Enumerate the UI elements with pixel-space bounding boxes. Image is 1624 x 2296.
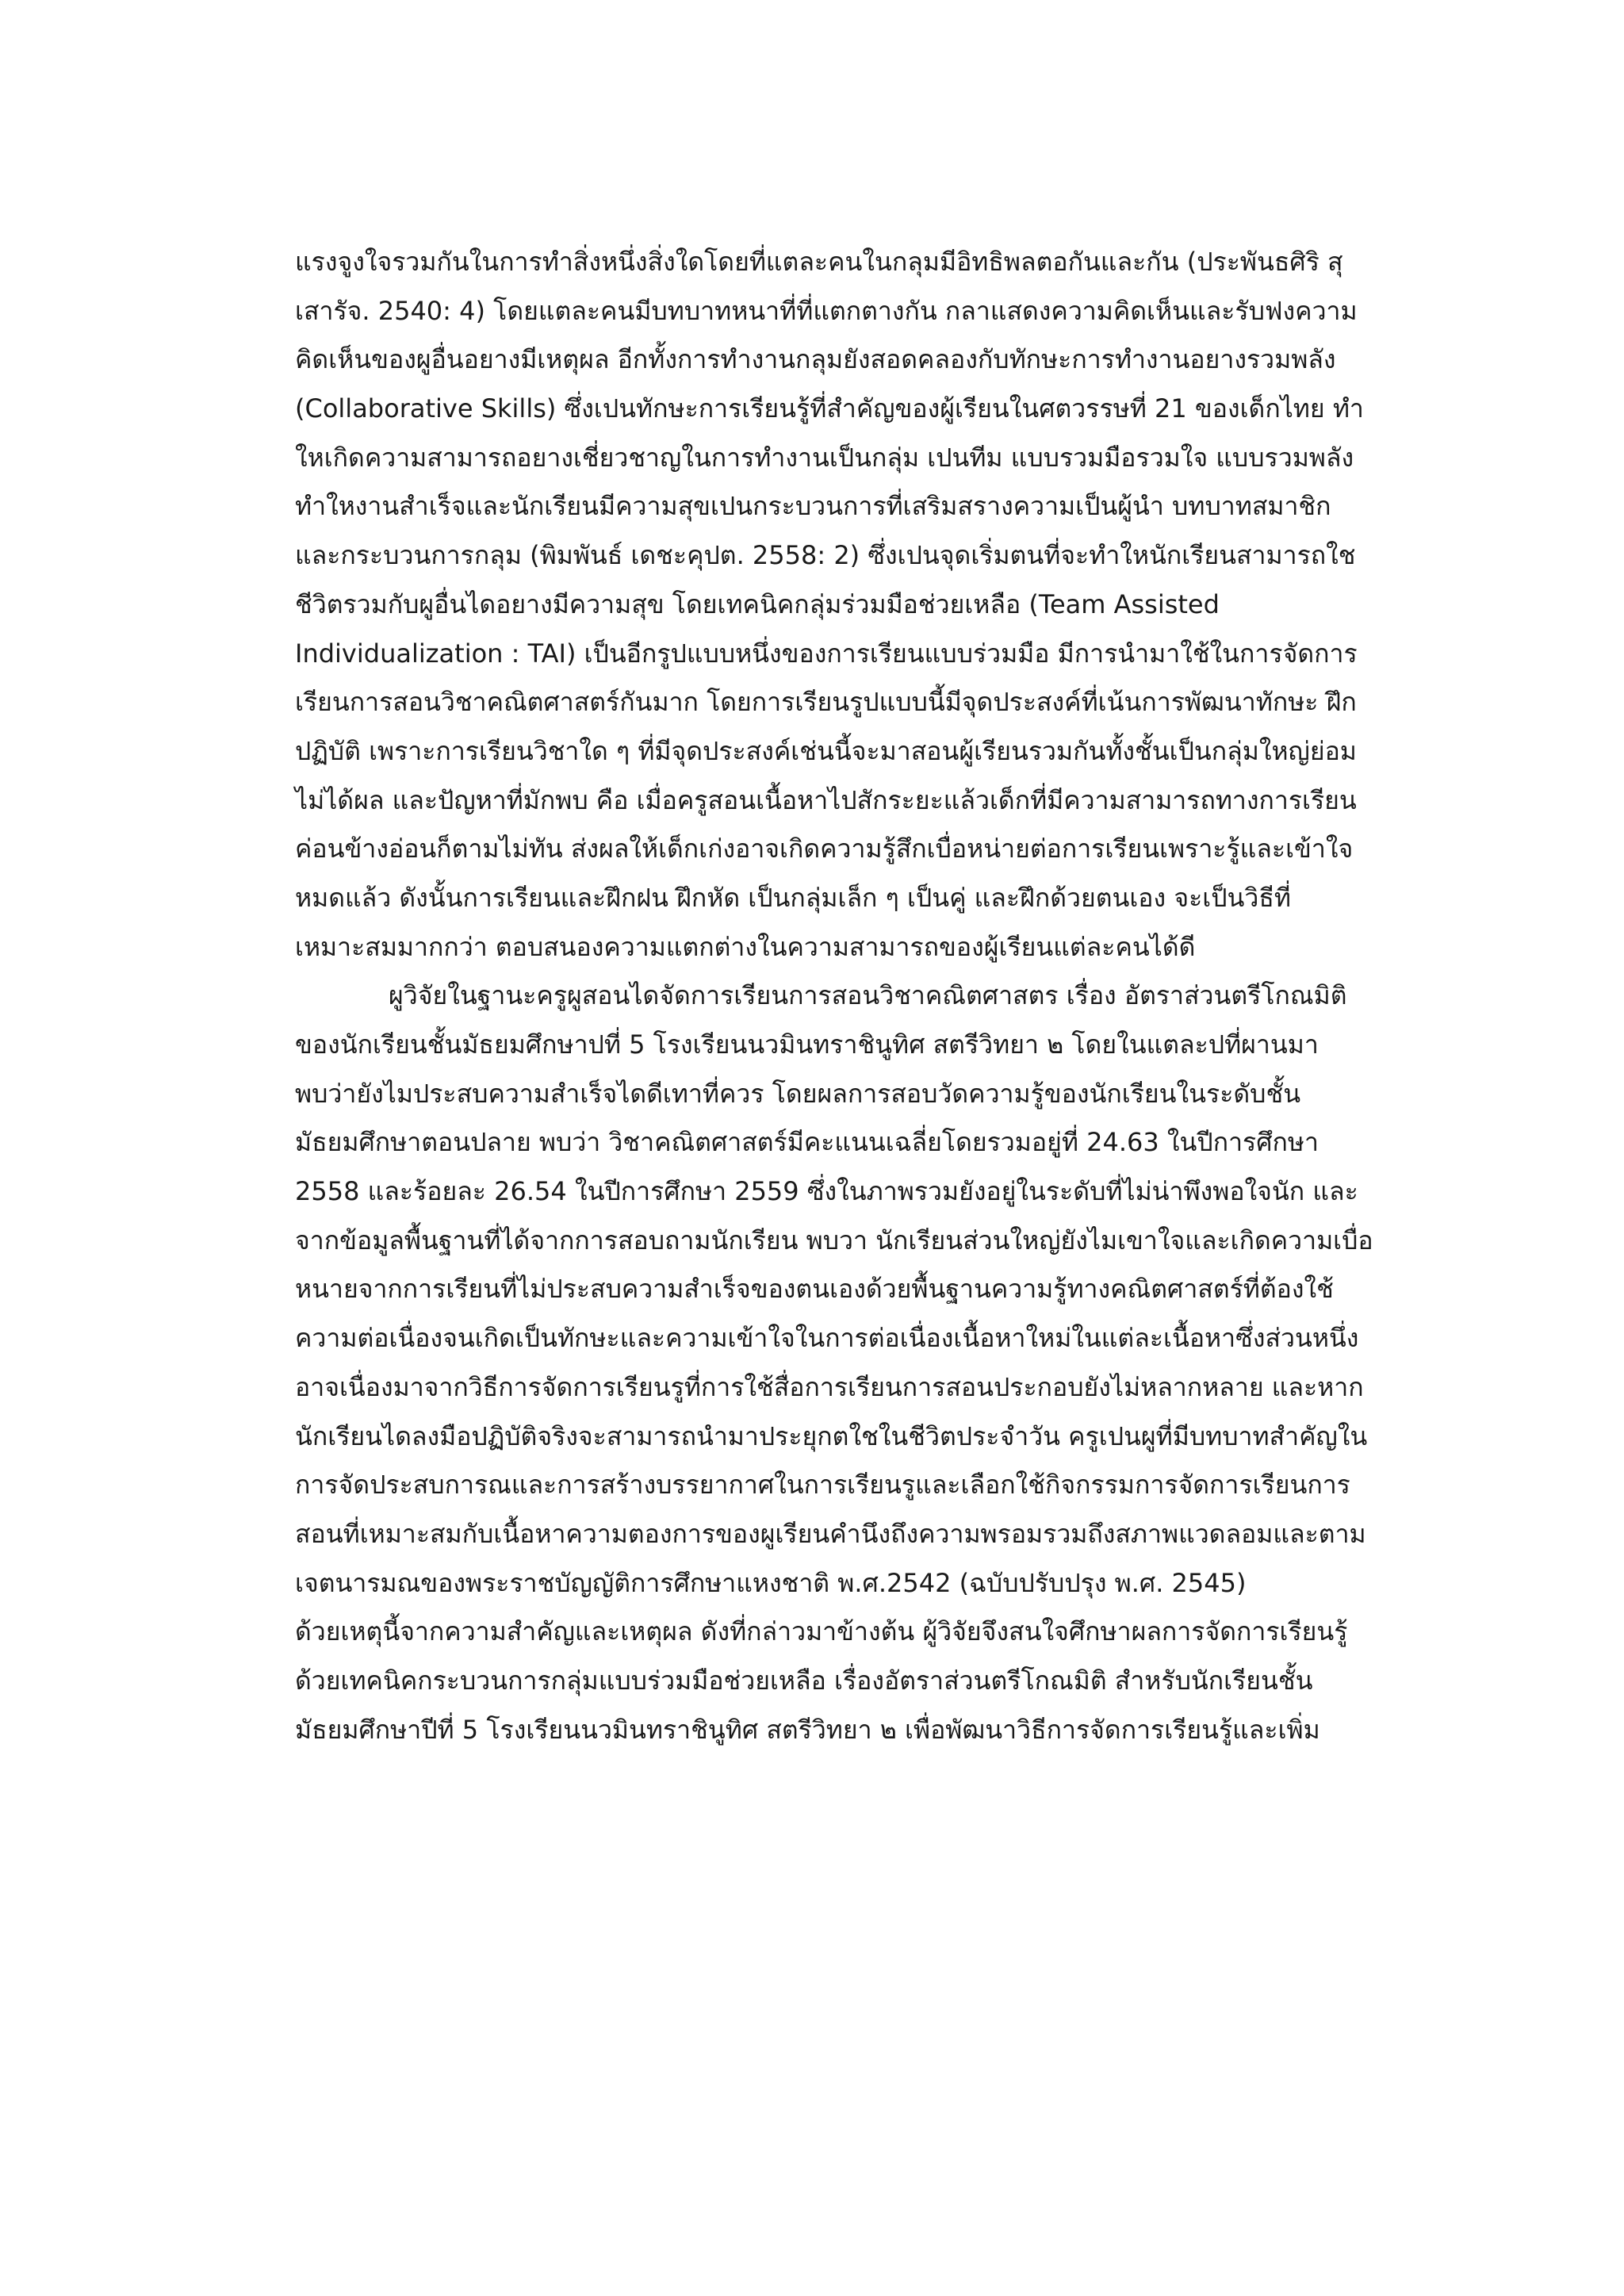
text-line: เหมาะสมมากกว่า ตอบสนองความแตกต่างในความสามารถของผู้เรียนแต่ละคนได้ดี	[295, 931, 1196, 962]
text-line: (Collaborative Skills) ซึ่งเปนทักษะการเรียนรู้ที่สำคัญของผู้เรียนในศตวรรษที่ 21 ของเด็กไทย ทำ	[295, 393, 1364, 424]
text-line: อาจเนื่องมาจากวิธีการจัดการเรียนรูที่การใช้สื่อการเรียนการสอนประกอบยังไม่หลากหลาย และหาก	[295, 1371, 1364, 1402]
text-line: มัธยมศึกษาตอนปลาย พบว่า วิชาคณิตศาสตร์มีคะแนนเฉลี่ยโดยรวมอยู่ที่ 24.63 ในปีการศึกษา	[295, 1127, 1319, 1158]
text-line: ค่อนข้างอ่อนก็ตามไม่ทัน ส่งผลให้เด็กเก่งอาจเกิดความรู้สึกเบื่อหน่ายต่อการเรียนเพราะรู้และเข้าใจ	[295, 834, 1354, 864]
text-line: นักเรียนไดลงมือปฏิบัติจริงจะสามารถนำมาประยุกตใชในชีวิตประจำวัน ครูเปนผูที่มีบทบาทสำคัญใน	[295, 1420, 1368, 1451]
text-line: ทำใหงานสำเร็จและนักเรียนมีความสุขเปนกระบวนการที่เสริมสรางความเป็นผู้นำ บทบาทสมาชิก	[295, 491, 1331, 522]
text-line: เจตนารมณของพระราชบัญญัติการศึกษาแหงชาติ พ.ศ.2542 (ฉบับปรับปรุง พ.ศ. 2545)	[295, 1567, 1247, 1598]
text-line: ปฏิบัติ เพราะการเรียนวิชาใด ๆ ที่มีจุดประสงค์เช่นนี้จะมาสอนผู้เรียนรวมกันทั้งชั้นเป็นกลุ่มใหญ่ย่อม	[295, 735, 1357, 766]
text-line: เรียนการสอนวิชาคณิตศาสตร์กันมาก โดยการเรียนรูปแบบนี้มีจุดประสงค์ที่เน้นการพัฒนาทักษะ ฝึก	[295, 687, 1357, 718]
text-line: พบว่ายังไมประสบความสำเร็จไดดีเทาที่ควร โดยผลการสอบวัดความรู้ของนักเรียนในระดับชั้น	[295, 1078, 1301, 1109]
text-line: และกระบวนการกลุม (พิมพันธ์ เดชะคุปต. 2558: 2) ซึ่งเปนจุดเริ่มตนที่จะทำใหนักเรียนสามารถใช	[295, 540, 1356, 571]
text-line: ของนักเรียนชั้นมัธยมศึกษาปที่ 5 โรงเรียนนวมินทราชินูทิศ สตรีวิทยา ๒ โดยในแตละปที่ผานมา	[295, 1029, 1319, 1060]
text-line: ใหเกิดความสามารถอยางเชี่ยวชาญในการทำงานเป็นกลุ่ม เปนทีม แบบรวมมือรวมใจ แบบรวมพลัง	[295, 442, 1354, 473]
text-line: การจัดประสบการณและการสร้างบรรยากาศในการเรียนรูและเลือกใช้กิจกรรมการจัดการเรียนการ	[295, 1470, 1350, 1501]
text-line: สอนที่เหมาะสมกับเนื้อหาความตองการของผูเรียนคำนึงถึงความพรอมรวมถึงสภาพแวดลอมและตาม	[295, 1518, 1366, 1549]
text-line: หมดแล้ว ดังนั้นการเรียนและฝึกฝน ฝึกหัด เป็นกลุ่มเล็ก ๆ เป็นคู่ และฝึกด้วยตนเอง จะเป็นวิธีที่	[295, 882, 1291, 913]
text-line: Individualization : TAI) เป็นอีกรูปแบบหนึ่งของการเรียนแบบร่วมมือ มีการนำมาใช้ในการจัดการ	[295, 638, 1358, 669]
text-line: แรงจูงใจรวมกันในการทำสิ่งหนึ่งสิ่งใดโดยที่แตละคนในกลุมมีอิทธิพลตอกันและกัน (ประพันธศิริ สุ	[295, 247, 1343, 277]
paragraph-first-line: ผูวิจัยในฐานะครูผูสอนไดจัดการเรียนการสอนวิชาคณิตศาสตร เรื่อง อัตราส่วนตรีโกณมิติ	[389, 980, 1347, 1011]
text-line: คิดเห็นของผูอื่นอยางมีเหตุผล อีกทั้งการทำงานกลุมยังสอดคลองกับทักษะการทำงานอยางรวมพลัง	[295, 344, 1336, 375]
text-line: เสารัจ. 2540: 4) โดยแตละคนมีบทบาทหนาที่ที่แตกตางกัน กลาแสดงความคิดเห็นและรับฟงความ	[295, 295, 1358, 326]
text-line: มัธยมศึกษาปีที่ 5 โรงเรียนนวมินทราชินูทิศ สตรีวิทยา ๒ เพื่อพัฒนาวิธีการจัดการเรียนรู้และเพิ่ม	[295, 1714, 1320, 1745]
text-line: ไม่ได้ผล และปัญหาที่มักพบ คือ เมื่อครูสอนเนื้อหาไปสักระยะแล้วเด็กที่มีความสามารถทางการเรียน	[295, 784, 1357, 815]
text-line: ชีวิตรวมกับผูอื่นไดอยางมีความสุข โดยเทคนิคกลุ่มร่วมมือช่วยเหลือ (Team Assisted	[295, 588, 1220, 619]
text-line: ด้วยเทคนิคกระบวนการกลุ่มแบบร่วมมือช่วยเหลือ เรื่องอัตราส่วนตรีโกณมิติ สำหรับนักเรียนชั้น	[295, 1665, 1313, 1696]
text-line: หนายจากการเรียนที่ไม่ประสบความสำเร็จของตนเองด้วยพื้นฐานความรู้ทางคณิตศาสตร์ที่ต้องใช้	[295, 1274, 1334, 1305]
text-line: จากข้อมูลพื้นฐานที่ได้จากการสอบถามนักเรียน พบวา นักเรียนส่วนใหญ่ยังไมเขาใจและเกิดความเบื่อ	[295, 1225, 1373, 1255]
text-line: ด้วยเหตุนี้จากความสำคัญและเหตุผล ดังที่กล่าวมาข้างต้น ผู้วิจัยจึงสนใจศึกษาผลการจัดการเรียนรู้	[295, 1616, 1348, 1647]
text-line: ความต่อเนื่องจนเกิดเป็นทักษะและความเข้าใจในการต่อเนื่องเนื้อหาใหม่ในแต่ละเนื้อหาซึ่งส่วนหนึ่ง	[295, 1323, 1359, 1354]
body-text	[295, 238, 1421, 1754]
text-line: 2558 และร้อยละ 26.54 ในปีการศึกษา 2559 ซึ่งในภาพรวมยังอยู่ในระดับที่ไม่น่าพึงพอใจนัก และ	[295, 1176, 1358, 1207]
